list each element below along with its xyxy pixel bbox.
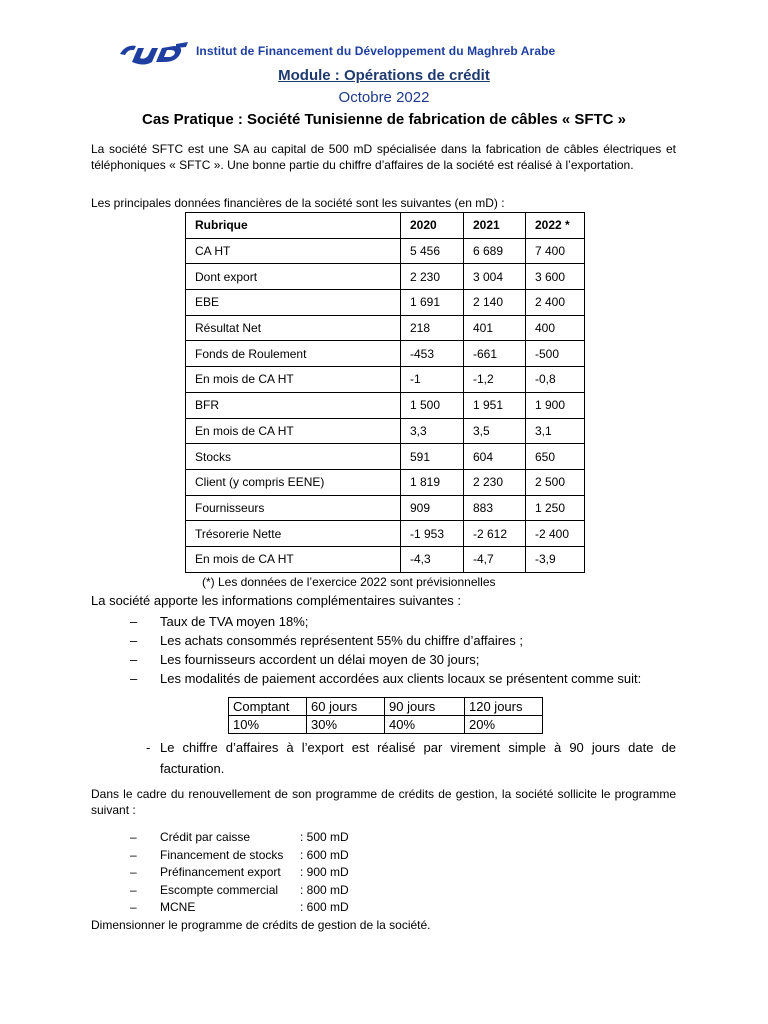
list-item	[130, 631, 641, 650]
table-cell: -1	[401, 367, 464, 393]
table-header-cell: 2022 *	[526, 213, 585, 239]
list-item-text: Les achats consommés représentent 55% du chiffre d’affaires ;	[160, 633, 523, 648]
question-text: Dimensionner le programme de crédits de gestion de la société.	[91, 918, 431, 932]
table-cell: 5 456	[401, 238, 464, 264]
credit-label: Financement de stocks	[160, 847, 284, 862]
table-cell: 3 004	[464, 264, 526, 290]
table-cell: CA HT	[186, 238, 401, 264]
table-cell: Stocks	[186, 444, 401, 470]
institute-name: Institut de Financement du Développement du Maghreb Arabe	[196, 44, 556, 58]
complement-list	[130, 612, 641, 688]
table-cell: 2 500	[526, 469, 585, 495]
export-note-text: Le chiffre d’affaires à l’export est réalisé par virement simple à 90 jours date de facturation.	[160, 740, 676, 776]
table-cell: 1 819	[401, 469, 464, 495]
table-row	[186, 546, 585, 572]
table-row	[186, 341, 585, 367]
table-row	[186, 418, 585, 444]
program-intro: Dans le cadre du renouvellement de son programme de crédits de gestion, la société sollicite le programme suivant :	[91, 787, 676, 817]
dash-bullet: –	[130, 671, 138, 686]
list-item-text: Les modalités de paiement accordées aux clients locaux se présentent comme suit:	[160, 671, 642, 686]
credit-amount: : 600 mD	[300, 847, 349, 862]
table-cell: 1 250	[526, 495, 585, 521]
credit-amount: : 900 mD	[300, 865, 349, 879]
table-cell: -453	[401, 341, 464, 367]
dash-bullet: –	[130, 633, 138, 648]
complement-intro: La société apporte les informations complémentaires suivantes :	[91, 593, 461, 608]
table-cell: Dont export	[186, 264, 401, 290]
table-cell: 3,1	[526, 418, 585, 444]
table-cell: -1 953	[401, 521, 464, 547]
table-cell: En mois de CA HT	[186, 546, 401, 572]
table-cell: 401	[464, 315, 526, 341]
document-date: Octobre 2022	[338, 89, 430, 106]
dash-bullet: –	[130, 882, 137, 897]
intro-paragraph: La société SFTC est une SA au capital de 500 mD spécialisée dans la fabrication de câbles électriques et téléphoniques « SFTC ». Une bonne partie du chiffre d’affaires de la société est réalisé à l’exportation.	[91, 142, 676, 172]
table-cell: Fonds de Roulement	[186, 341, 401, 367]
table-cell: 650	[526, 444, 585, 470]
table-cell: 218	[401, 315, 464, 341]
table-cell: En mois de CA HT	[186, 367, 401, 393]
payment-header-cell: 90 jours	[385, 698, 465, 716]
table-cell: 2 140	[464, 290, 526, 316]
table-cell: Trésorerie Nette	[186, 521, 401, 547]
credit-amount: : 800 mD	[300, 882, 349, 897]
dash-bullet: –	[130, 830, 137, 844]
table-row	[186, 521, 585, 547]
table-cell: 400	[526, 315, 585, 341]
table-header-cell: 2020	[401, 213, 464, 239]
dash-bullet: –	[130, 847, 137, 862]
payment-header-row	[229, 698, 543, 716]
table-cell: Client (y compris EENE)	[186, 469, 401, 495]
dash-bullet: –	[130, 652, 138, 667]
table-row	[186, 238, 585, 264]
list-item-text: Taux de TVA moyen 18%;	[160, 614, 309, 629]
dash-bullet: -	[146, 740, 151, 755]
table-cell: 1 691	[401, 290, 464, 316]
table-row	[186, 444, 585, 470]
table-cell: 883	[464, 495, 526, 521]
table-header-row	[186, 213, 585, 239]
table-cell: 2 400	[526, 290, 585, 316]
table-cell: Résultat Net	[186, 315, 401, 341]
credit-amount: : 600 mD	[300, 900, 349, 914]
institute-logo	[118, 40, 192, 68]
payment-value-cell: 10%	[229, 716, 307, 734]
table-cell: -1,2	[464, 367, 526, 393]
table-cell: 2 230	[401, 264, 464, 290]
table-footnote: (*) Les données de l’exercice 2022 sont prévisionnelles	[202, 575, 496, 589]
table-row	[186, 469, 585, 495]
table-row	[186, 367, 585, 393]
dash-bullet: –	[130, 900, 137, 914]
credit-label: Crédit par caisse	[160, 830, 251, 844]
list-item	[130, 899, 349, 917]
table-cell: -4,7	[464, 546, 526, 572]
payment-value-cell: 30%	[307, 716, 385, 734]
table-cell: 1 951	[464, 392, 526, 418]
credit-amount: : 500 mD	[300, 830, 349, 844]
table-cell: 6 689	[464, 238, 526, 264]
table-cell: 7 400	[526, 238, 585, 264]
table-row	[186, 495, 585, 521]
table-cell: EBE	[186, 290, 401, 316]
table-cell: -2 612	[464, 521, 526, 547]
page-header	[118, 40, 678, 68]
table-cell: En mois de CA HT	[186, 418, 401, 444]
table-cell: 604	[464, 444, 526, 470]
credit-program-list	[130, 829, 349, 917]
table-cell: 3,3	[401, 418, 464, 444]
list-item	[130, 650, 641, 669]
list-item	[130, 882, 349, 900]
module-title-text: Module : Opérations de crédit	[278, 67, 490, 84]
table-row	[186, 392, 585, 418]
list-item	[130, 669, 641, 688]
payment-value-cell: 40%	[385, 716, 465, 734]
list-item	[130, 864, 349, 882]
table-cell: 2 230	[464, 469, 526, 495]
list-item	[130, 612, 641, 631]
table-header-cell: Rubrique	[186, 213, 401, 239]
table-cell: 3,5	[464, 418, 526, 444]
table-cell: 909	[401, 495, 464, 521]
module-title	[0, 67, 768, 84]
table-cell: 3 600	[526, 264, 585, 290]
table-row	[186, 315, 585, 341]
case-title: Cas Pratique : Société Tunisienne de fabrication de câbles « SFTC »	[141, 111, 627, 128]
payment-header-cell: Comptant	[229, 698, 307, 716]
table-row	[186, 290, 585, 316]
table-cell: -4,3	[401, 546, 464, 572]
payment-header-cell: 60 jours	[307, 698, 385, 716]
payment-header-cell: 120 jours	[465, 698, 543, 716]
table-cell: BFR	[186, 392, 401, 418]
credit-label: MCNE	[160, 900, 196, 914]
payment-value-row	[229, 716, 543, 734]
table-cell: 1 500	[401, 392, 464, 418]
financial-data-intro: Les principales données financières de la société sont les suivantes (en mD) :	[91, 196, 505, 210]
table-cell: 1 900	[526, 392, 585, 418]
table-cell: -2 400	[526, 521, 585, 547]
table-cell: -3,9	[526, 546, 585, 572]
table-cell: -0,8	[526, 367, 585, 393]
credit-label: Préfinancement export	[160, 865, 281, 879]
dash-bullet: –	[130, 614, 138, 629]
list-item	[130, 847, 349, 865]
table-header-cell: 2021	[464, 213, 526, 239]
table-cell: Fournisseurs	[186, 495, 401, 521]
table-row	[186, 264, 585, 290]
table-cell: 591	[401, 444, 464, 470]
financial-table	[185, 212, 585, 573]
payment-terms-table	[228, 697, 543, 734]
list-item	[130, 829, 349, 847]
table-cell: -661	[464, 341, 526, 367]
payment-value-cell: 20%	[465, 716, 543, 734]
table-cell: -500	[526, 341, 585, 367]
credit-label: Escompte commercial	[160, 882, 279, 897]
dash-bullet: –	[130, 865, 137, 879]
list-item-text: Les fournisseurs accordent un délai moyen de 30 jours;	[160, 652, 480, 667]
